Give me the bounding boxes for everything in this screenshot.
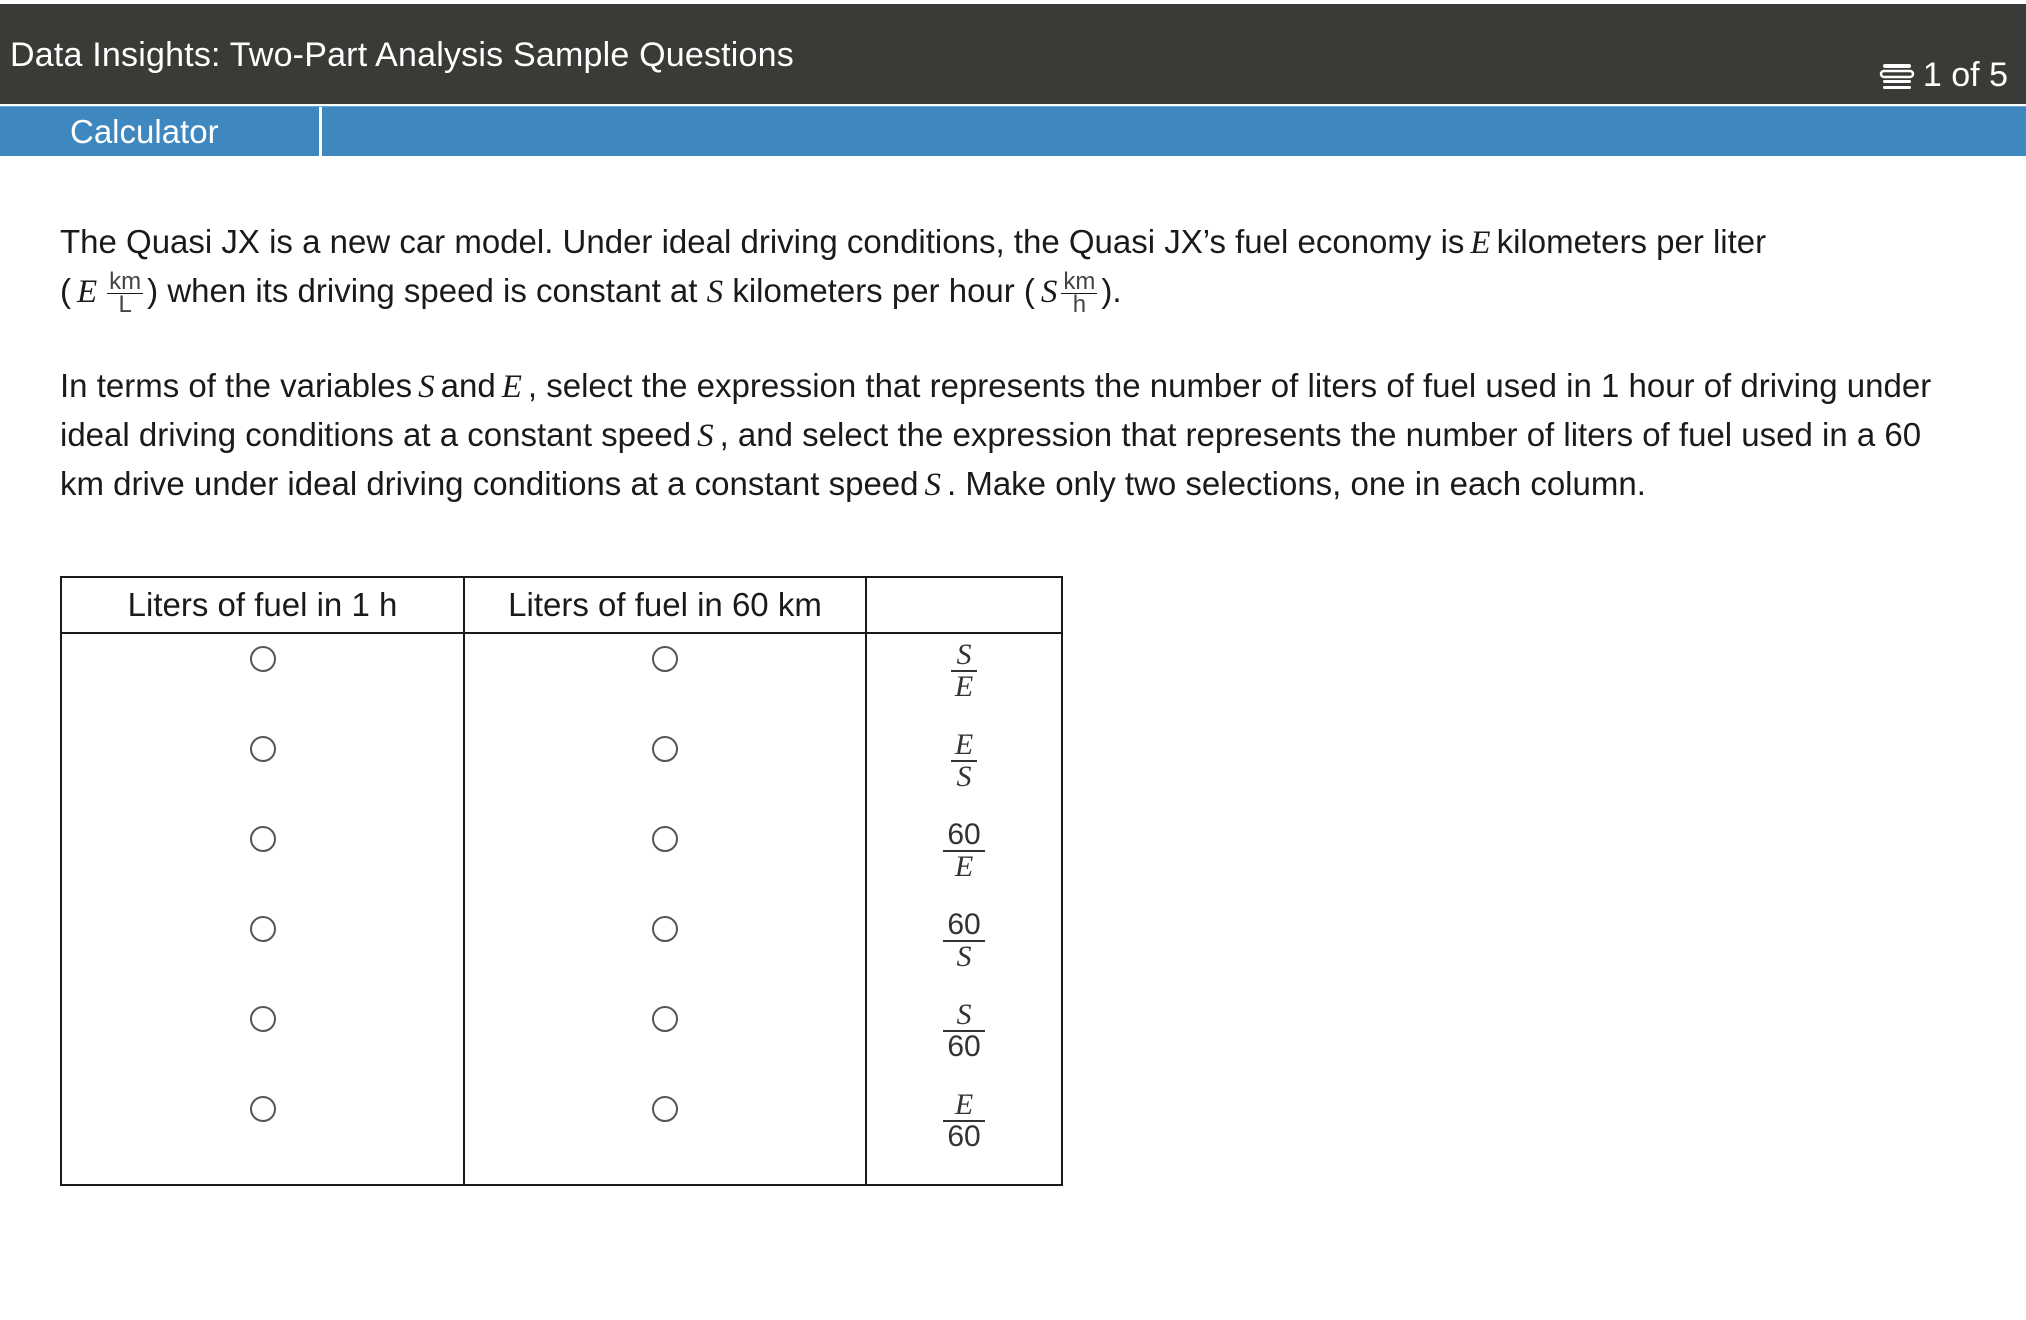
- option-1: [867, 634, 1061, 724]
- radio-1h-option-4[interactable]: [250, 916, 276, 942]
- fraction-expression: $\frac{S}{E}$: [951, 640, 977, 702]
- unit-km-per-h: $\frac{km}{h}$: [1063, 267, 1096, 318]
- question-list-icon[interactable]: [1879, 61, 1915, 91]
- question-counter-text: 1 of 5: [1922, 56, 2008, 94]
- column-header-60km: Liters of fuel in 60 km: [464, 577, 866, 633]
- option-3: [867, 814, 1061, 904]
- column-60km-radios: [464, 633, 866, 1185]
- radio-1h-option-3[interactable]: [250, 826, 276, 852]
- question-paragraph-2: In terms of the variables S and E , select the expression that represents the number of liters of fuel used in 1 hour of driving under ideal driving conditions at a constant speed S , and select the expression that represents the number of liters of fuel used in a 60 km drive under ideal driving conditions at a constant speed S . Make only two selections, one in each column.: [60, 367, 1932, 503]
- toolbar: [0, 106, 2026, 156]
- radio-60km-option-3[interactable]: [652, 826, 678, 852]
- radio-60km-option-4[interactable]: [652, 916, 678, 942]
- question-stem: [60, 218, 1970, 316]
- column-header-options: [866, 577, 1062, 633]
- radio-60km-option-6[interactable]: [652, 1096, 678, 1122]
- option-4: [867, 904, 1061, 994]
- option-6: [867, 1084, 1061, 1174]
- fraction-expression: $\frac{E}{60}$: [943, 1090, 984, 1152]
- title-bar: [0, 4, 2026, 104]
- radio-1h-option-5[interactable]: [250, 1006, 276, 1032]
- fraction-expression: $\frac{E}{S}$: [951, 730, 977, 792]
- options-column: [866, 633, 1062, 1185]
- radio-1h-option-1[interactable]: [250, 646, 276, 672]
- radio-60km-option-2[interactable]: [652, 736, 678, 762]
- radio-1h-option-2[interactable]: [250, 736, 276, 762]
- column-1h-radios: [61, 633, 464, 1185]
- unit-km-per-l: $\frac{km}{L}$: [109, 267, 142, 318]
- radio-60km-option-1[interactable]: [652, 646, 678, 672]
- option-2: [867, 724, 1061, 814]
- fraction-expression: $\frac{S}{60}$: [943, 1000, 984, 1062]
- radio-1h-option-6[interactable]: [250, 1096, 276, 1122]
- question-counter: [1879, 56, 2008, 95]
- radio-60km-option-5[interactable]: [652, 1006, 678, 1032]
- answer-table: [60, 576, 1063, 1186]
- fraction-expression: $\frac{60}{S}$: [943, 910, 984, 972]
- page-title: Data Insights: Two-Part Analysis Sample Questions: [10, 36, 794, 74]
- column-header-1h: Liters of fuel in 1 h: [61, 577, 464, 633]
- fraction-expression: $\frac{60}{E}$: [943, 820, 984, 882]
- option-5: [867, 994, 1061, 1084]
- calculator-button[interactable]: Calculator: [0, 107, 322, 157]
- question-paragraph-1: The Quasi JX is a new car model. Under ideal driving conditions, the Quasi JX’s fuel economy is E kilometers per liter ( E $\frac{km}{L}$ ) when its driving speed is constant at S kilometers per hour ( S $\frac{km}{h}$ ).: [60, 223, 1767, 318]
